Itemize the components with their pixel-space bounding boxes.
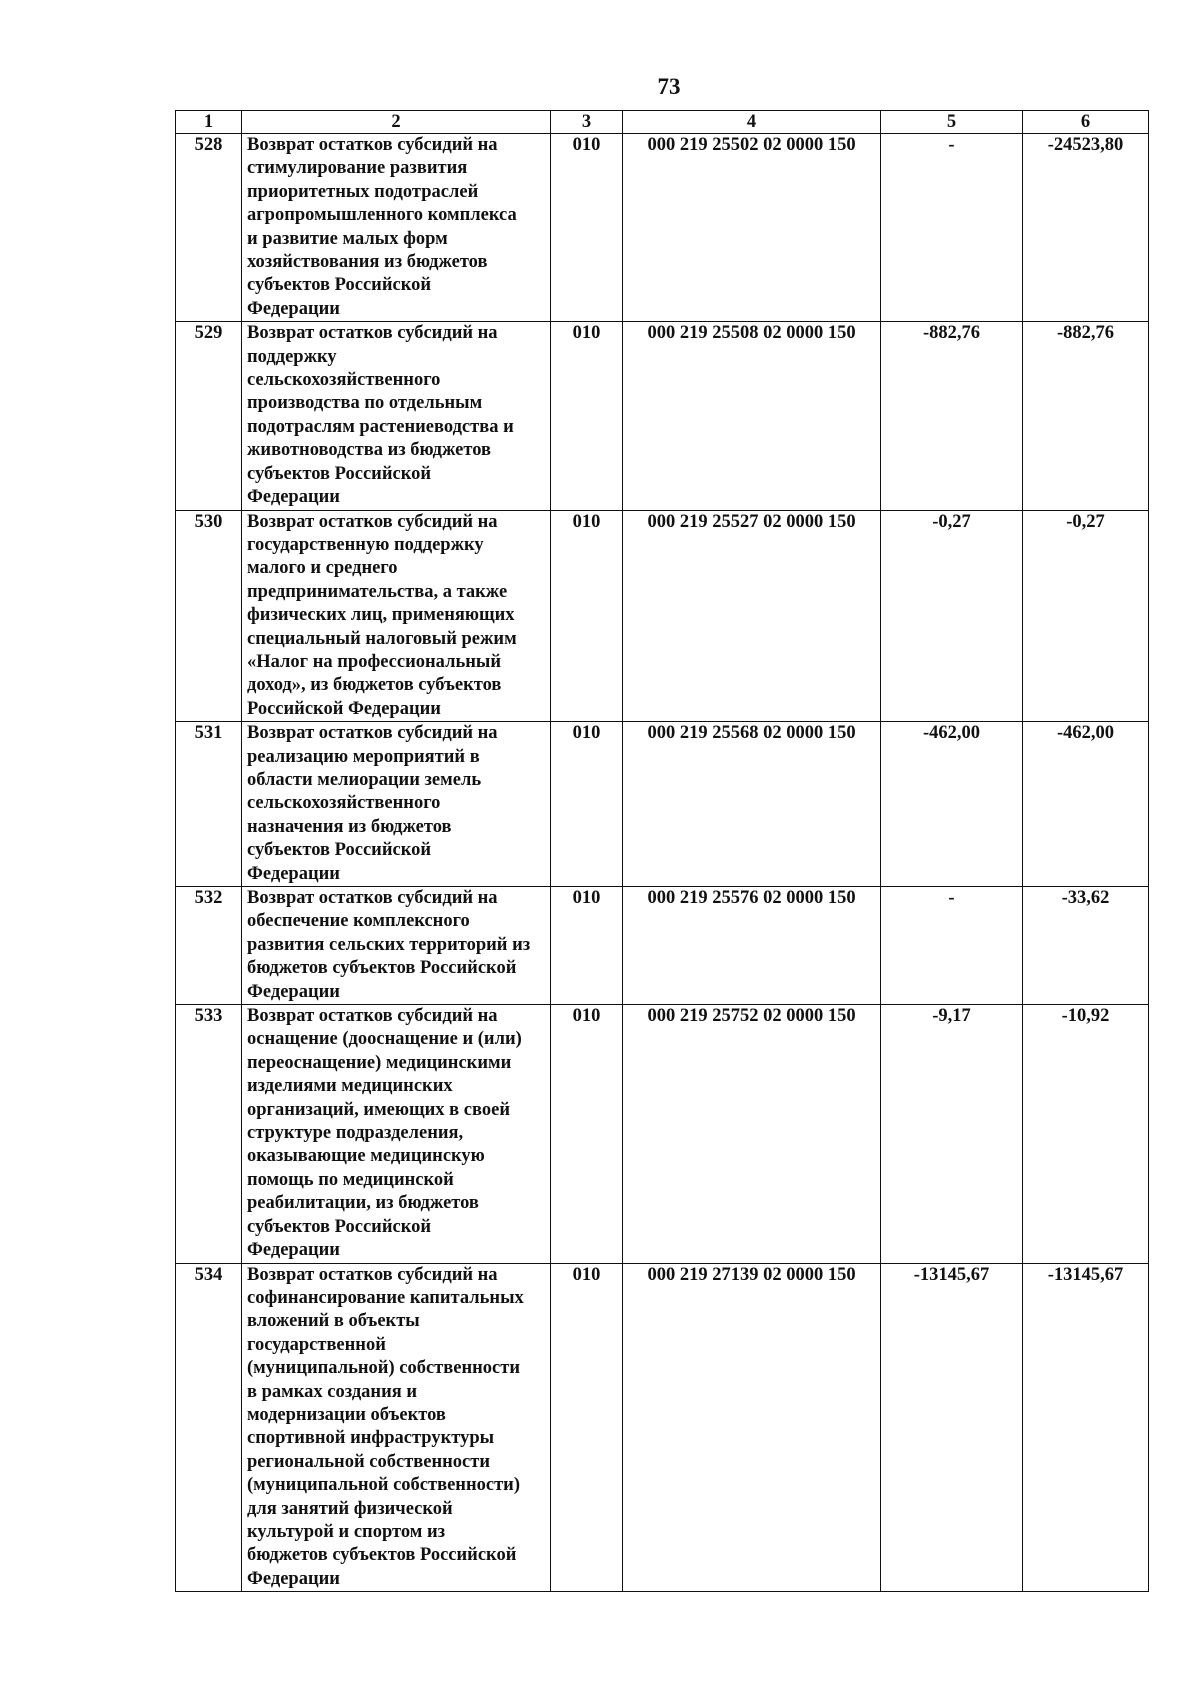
column-header-1: 1 — [176, 111, 242, 134]
description-line: субъектов Российской — [247, 1216, 432, 1237]
description-line: малого и среднего — [247, 558, 398, 579]
description-line: структуре подразделения, — [247, 1123, 464, 1144]
description-line: Возврат остатков субсидий на — [247, 1264, 498, 1285]
description-line: животноводства из бюджетов — [247, 440, 491, 461]
description-line: стимулирование развития — [247, 158, 468, 179]
description-line: подотраслям растениеводства и — [247, 416, 514, 437]
row-number: 529 — [176, 322, 242, 510]
row-value-5: -9,17 — [881, 1005, 1023, 1263]
row-description — [242, 510, 551, 722]
row-value-5: -13145,67 — [881, 1263, 1023, 1592]
row-description — [242, 1005, 551, 1263]
row-budget-code: 000 219 25576 02 0000 150 — [623, 887, 881, 1005]
row-value-6: -13145,67 — [1023, 1263, 1149, 1592]
description-line: (муниципальной собственности) — [247, 1475, 520, 1496]
row-admin-code: 010 — [551, 322, 623, 510]
row-value-6: -0,27 — [1023, 510, 1149, 722]
row-value-6: -882,76 — [1023, 322, 1149, 510]
row-description — [242, 134, 551, 322]
description-line: приоритетных подотраслей — [247, 181, 479, 202]
description-line: производства по отдельным — [247, 393, 483, 414]
row-budget-code: 000 219 27139 02 0000 150 — [623, 1263, 881, 1592]
description-line: сельскохозяйственного — [247, 793, 441, 814]
row-admin-code: 010 — [551, 1263, 623, 1592]
description-line: области мелиорации земель — [247, 769, 482, 790]
description-line: в рамках создания и — [247, 1381, 418, 1402]
row-admin-code: 010 — [551, 722, 623, 887]
description-line: специальный налоговый режим — [247, 628, 517, 649]
description-line: изделиями медицинских — [247, 1076, 453, 1097]
row-number: 532 — [176, 887, 242, 1005]
table-row — [176, 722, 1149, 887]
table-row — [176, 134, 1149, 322]
description-line: Возврат остатков субсидий на — [247, 511, 498, 532]
row-description — [242, 722, 551, 887]
description-line: культурой и спортом из — [247, 1521, 446, 1542]
row-number: 530 — [176, 510, 242, 722]
description-line: переоснащение) медицинскими — [247, 1052, 512, 1073]
description-line: реабилитации, из бюджетов — [247, 1193, 479, 1214]
row-admin-code: 010 — [551, 510, 623, 722]
description-line: (муниципальной) собственности — [247, 1358, 520, 1379]
row-value-6: -462,00 — [1023, 722, 1149, 887]
table-row — [176, 510, 1149, 722]
row-value-6: -33,62 — [1023, 887, 1149, 1005]
description-line: Возврат остатков субсидий на — [247, 135, 498, 155]
description-line: спортивной инфраструктуры — [247, 1428, 495, 1449]
row-value-5: - — [881, 134, 1023, 322]
table-body — [176, 134, 1149, 1592]
row-budget-code: 000 219 25568 02 0000 150 — [623, 722, 881, 887]
description-line: вложений в объекты — [247, 1311, 420, 1332]
row-number: 533 — [176, 1005, 242, 1263]
description-line: бюджетов субъектов Российской — [247, 1545, 517, 1566]
table-row — [176, 887, 1149, 1005]
description-line: Возврат остатков субсидий на — [247, 323, 498, 344]
column-header-3: 3 — [551, 111, 623, 134]
table-row — [176, 322, 1149, 510]
description-line: Федерации — [247, 1568, 340, 1589]
description-line: Возврат остатков субсидий на — [247, 888, 498, 908]
description-line: обеспечение комплексного — [247, 911, 470, 932]
description-line: организаций, имеющих в своей — [247, 1099, 510, 1120]
description-line: для занятий физической — [247, 1498, 453, 1519]
row-admin-code: 010 — [551, 887, 623, 1005]
row-number: 531 — [176, 722, 242, 887]
description-line: бюджетов субъектов Российской — [247, 958, 517, 979]
row-value-5: -882,76 — [881, 322, 1023, 510]
column-header-2: 2 — [242, 111, 551, 134]
row-number: 534 — [176, 1263, 242, 1592]
row-description — [242, 322, 551, 510]
description-line: субъектов Российской — [247, 840, 432, 861]
description-line: региональной собственности — [247, 1451, 490, 1472]
description-line: реализацию мероприятий в — [247, 746, 480, 767]
row-budget-code: 000 219 25502 02 0000 150 — [623, 134, 881, 322]
column-header-4: 4 — [623, 111, 881, 134]
description-line: государственной — [247, 1334, 386, 1355]
row-value-6: -10,92 — [1023, 1005, 1149, 1263]
description-line: модернизации объектов — [247, 1404, 446, 1425]
description-line: софинансирование капитальных — [247, 1287, 524, 1308]
description-line: государственную поддержку — [247, 534, 484, 555]
description-line: Федерации — [247, 487, 340, 508]
row-value-5: -462,00 — [881, 722, 1023, 887]
column-header-6: 6 — [1023, 111, 1149, 134]
description-line: Российской Федерации — [247, 698, 441, 719]
row-budget-code: 000 219 25752 02 0000 150 — [623, 1005, 881, 1263]
description-line: назначения из бюджетов — [247, 816, 452, 837]
description-line: Федерации — [247, 981, 340, 1002]
row-admin-code: 010 — [551, 1005, 623, 1263]
description-line: развития сельских территорий из — [247, 934, 531, 955]
row-value-5: -0,27 — [881, 510, 1023, 722]
description-line: «Налог на профессиональный — [247, 651, 502, 672]
table-row — [176, 1263, 1149, 1592]
page-number: 73 — [657, 74, 681, 99]
header-row — [176, 111, 1149, 134]
description-line: агропромышленного комплекса — [247, 205, 517, 226]
table-header — [176, 111, 1149, 134]
row-admin-code: 010 — [551, 134, 623, 322]
row-number: 528 — [176, 134, 242, 322]
description-line: помощь по медицинской — [247, 1169, 454, 1190]
description-line: Возврат остатков субсидий на — [247, 723, 498, 744]
description-line: физических лиц, применяющих — [247, 605, 515, 626]
description-line: предпринимательства, а также — [247, 581, 508, 602]
row-value-6: -24523,80 — [1023, 134, 1149, 322]
row-budget-code: 000 219 25527 02 0000 150 — [623, 510, 881, 722]
description-line: субъектов Российской — [247, 463, 432, 484]
description-line: оснащение (дооснащение и (или) — [247, 1029, 522, 1050]
description-line: субъектов Российской — [247, 275, 432, 296]
column-header-5: 5 — [881, 111, 1023, 134]
row-description — [242, 887, 551, 1005]
description-line: хозяйствования из бюджетов — [247, 252, 488, 273]
description-line: сельскохозяйственного — [247, 370, 441, 391]
row-value-5: - — [881, 887, 1023, 1005]
description-line: поддержку — [247, 346, 337, 367]
row-budget-code: 000 219 25508 02 0000 150 — [623, 322, 881, 510]
row-description — [242, 1263, 551, 1592]
table-row — [176, 1005, 1149, 1263]
description-line: Федерации — [247, 1240, 340, 1261]
description-line: доход», из бюджетов субъектов — [247, 675, 502, 696]
description-line: и развитие малых форм — [247, 228, 448, 249]
description-line: Возврат остатков субсидий на — [247, 1006, 498, 1027]
description-line: Федерации — [247, 863, 340, 884]
description-line: оказывающие медицинскую — [247, 1146, 485, 1167]
budget-table — [175, 110, 1149, 1592]
description-line: Федерации — [247, 298, 340, 319]
